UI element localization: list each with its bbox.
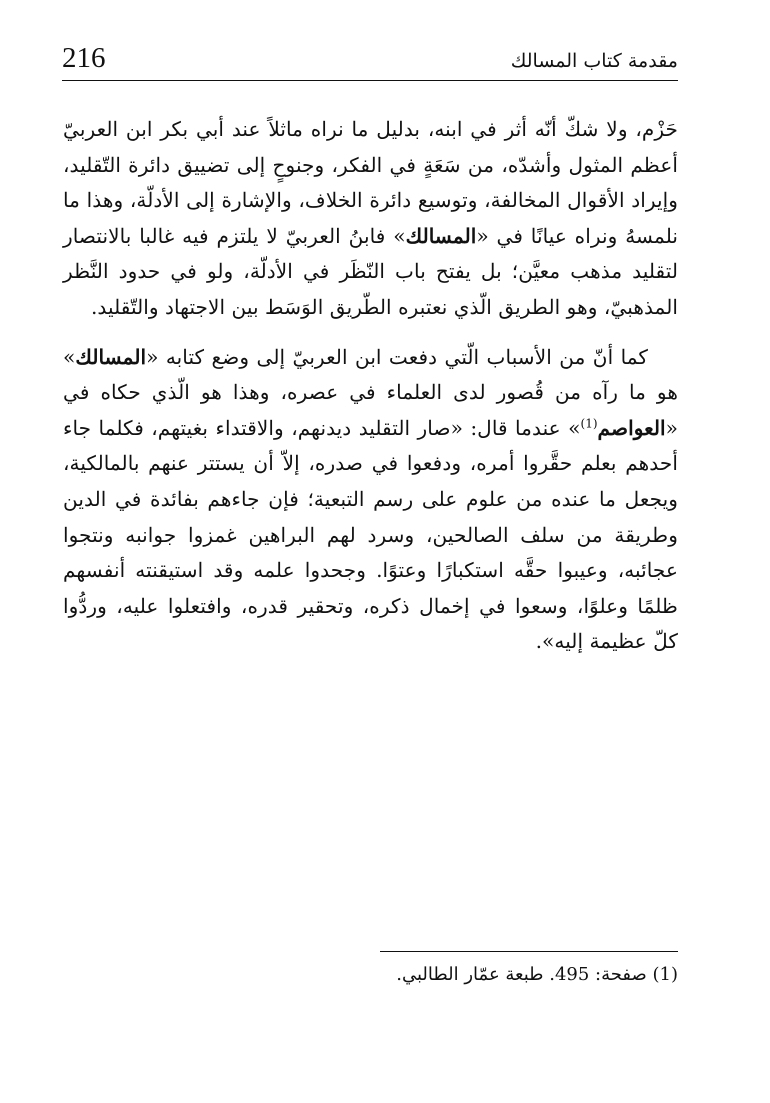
- paragraph-1-text-end: » فابنُ العربيّ لا يلتزم فيه غالبا بالانتصار لتقليد مذهب معيَّن؛ بل يفتح باب النّظَر في الأدلّة، ولو في حدود النَّظر المذهبيّ، وهو الطريق الّذي نعتبره الطّريق الوَسَط بين الاجتهاد والتّقليد.: [63, 223, 678, 319]
- paragraph-2: [63, 340, 678, 660]
- paragraph-2-text-d: » عندما قال: «صار التقليد ديدنهم، والاقتداء بغيتهم، فكلما جاء أحدهم بعلم حقَّروا أمره، ودفعوا في صدره، إلاّ أن يستتر عنهم بالمالكية، ويجعل ما عنده من علوم على رسم التبعية؛ فإن جاءهم بفائدة في الدين وطريقة من سلف الصالحين، وسرد لهم البراهين غمزوا جوانبه ونتجوا عجائبه، وعيبوا حقَّه استكبارًا وعتوًا. وجحدوا علمه وقد استيقنته أنفسهم ظلمًا وعلوًا، وسعوا في إخمال ذكره، وتحقير قدره، وافتعلوا عليه، وردُّوا كلّ عظيمة إليه».: [63, 415, 678, 654]
- paragraph-1: [63, 112, 678, 326]
- footnote-divider: [380, 951, 678, 952]
- book-title-masalik: المسالك: [75, 344, 147, 369]
- running-header: [62, 40, 678, 81]
- book-title-awasim: العواصم: [597, 415, 666, 440]
- paragraph-2-text-c: » هو ما رآه من قُصور لدى العلماء في عصره، وهذا هو الّذي حكاه في «: [63, 344, 678, 440]
- footnote-reference: (1): [580, 416, 598, 431]
- body-text: [63, 112, 678, 660]
- footnote: (1) صفحة: 495. طبعة عمّار الطالبي.: [396, 964, 678, 985]
- book-title-masalik: المسالك: [405, 223, 477, 248]
- header-title: مقدمة كتاب المسالك: [510, 50, 678, 72]
- paragraph-1-text: حَزْم، ولا شكّ أنّه أثر في ابنه، بدليل ما نراه ماثلاً عند أبي بكر ابن العربيّ أعظم المثول وأشدّه، من سَعَةٍ في الفكر، وجنوحٍ إلى تضييق دائرة التّقليد، وإيراد الأقوال المخالفة، وتوسيع دائرة الخلاف، والإشارة إلى الأدلّة، وهذا ما نلمسهُ ونراه عيانًا في «: [63, 117, 679, 248]
- page-number: 216: [62, 42, 106, 74]
- paragraph-2-text-a: كما أنّ من الأسباب الّتي دفعت ابن العربيّ إلى وضع كتابه «: [146, 344, 648, 369]
